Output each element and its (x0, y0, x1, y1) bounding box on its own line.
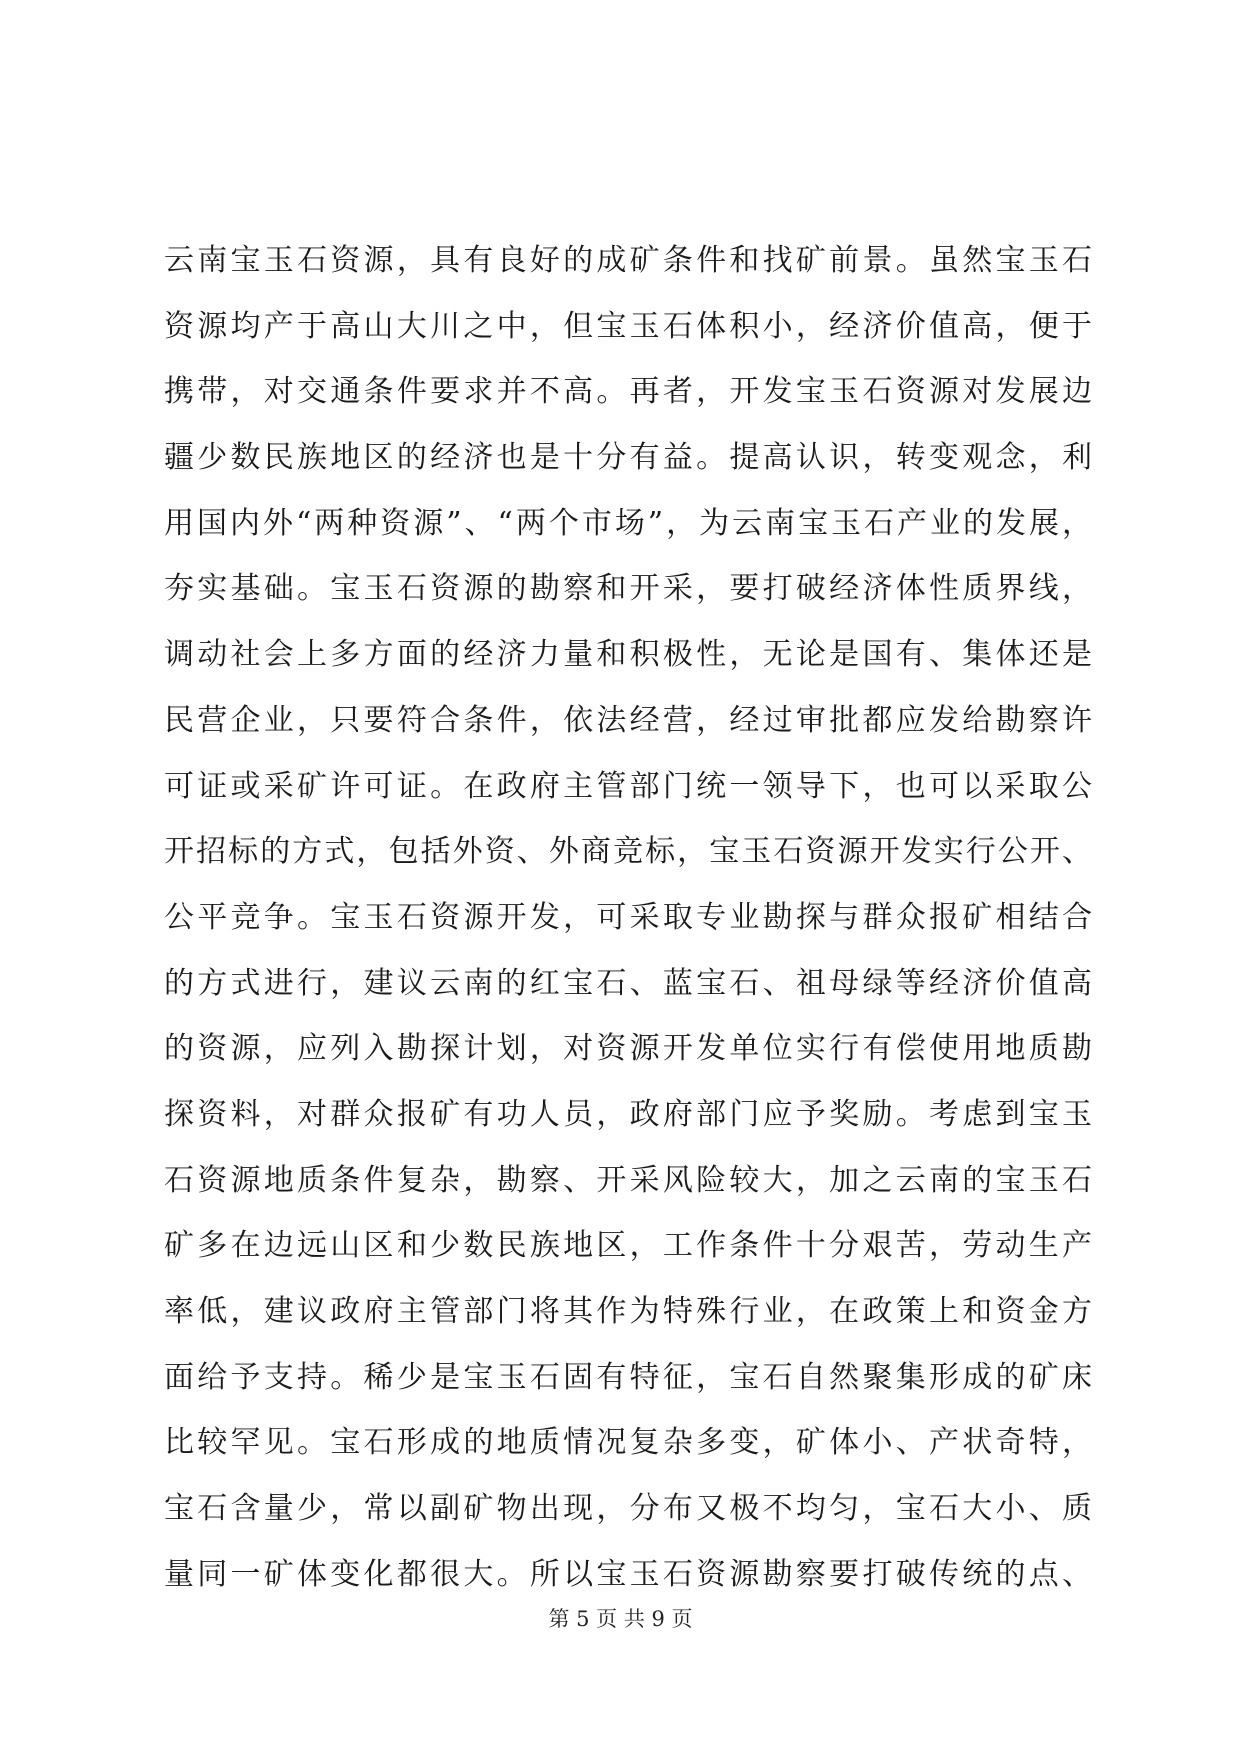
text-line: 石资源地质条件复杂，勘察、开采风险较大，加之云南的宝玉石 (164, 1162, 1092, 1198)
text-line: 民营企业，只要符合条件，依法经营，经过审批都应发给勘察许 (164, 702, 1092, 738)
text-line: 可证或采矿许可证。在政府主管部门统一领导下，也可以采取公 (164, 768, 1092, 804)
text-line: 夯实基础。宝玉石资源的勘察和开采，要打破经济体性质界线， (164, 571, 1092, 607)
text-line: 量同一矿体变化都很大。所以宝玉石资源勘察要打破传统的点、 (164, 1556, 1092, 1592)
text-line: 资源均产于高山大川之中，但宝玉石体积小，经济价值高，便于 (164, 308, 1092, 344)
text-line: 探资料，对群众报矿有功人员，政府部门应予奖励。考虑到宝玉 (164, 1096, 1092, 1132)
text-line: 矿多在边远山区和少数民族地区，工作条件十分艰苦，劳动生产 (164, 1228, 1092, 1264)
text-line: 调动社会上多方面的经济力量和积极性，无论是国有、集体还是 (164, 637, 1092, 673)
text-line: 用国内外“两种资源”、“两个市场”，为云南宝玉石产业的发展， (164, 505, 1092, 541)
body-paragraph (164, 228, 1092, 1607)
text-line: 面给予支持。稀少是宝玉石固有特征，宝石自然聚集形成的矿床 (164, 1359, 1092, 1395)
text-line: 比较罕见。宝石形成的地质情况复杂多变，矿体小、产状奇特， (164, 1425, 1092, 1461)
text-line: 云南宝玉石资源，具有良好的成矿条件和找矿前景。虽然宝玉石 (164, 243, 1092, 278)
text-line: 公平竞争。宝玉石资源开发，可采取专业勘探与群众报矿相结合 (164, 899, 1092, 935)
page-number-footer: 第 5 页 共 9 页 (548, 1607, 693, 1631)
text-line: 开招标的方式，包括外资、外商竞标，宝玉石资源开发实行公开、 (164, 834, 1092, 870)
text-line: 疆少数民族地区的经济也是十分有益。提高认识，转变观念，利 (164, 440, 1092, 476)
text-line: 的资源，应列入勘探计划，对资源开发单位实行有偿使用地质勘 (164, 1031, 1092, 1067)
text-line: 率低，建议政府主管部门将其作为特殊行业，在政策上和资金方 (164, 1294, 1092, 1329)
text-line: 的方式进行，建议云南的红宝石、蓝宝石、祖母绿等经济价值高 (164, 965, 1092, 1001)
text-line: 宝石含量少，常以副矿物出现，分布又极不均匀，宝石大小、质 (164, 1491, 1092, 1527)
text-line: 携带，对交通条件要求并不高。再者，开发宝玉石资源对发展边 (164, 374, 1092, 410)
